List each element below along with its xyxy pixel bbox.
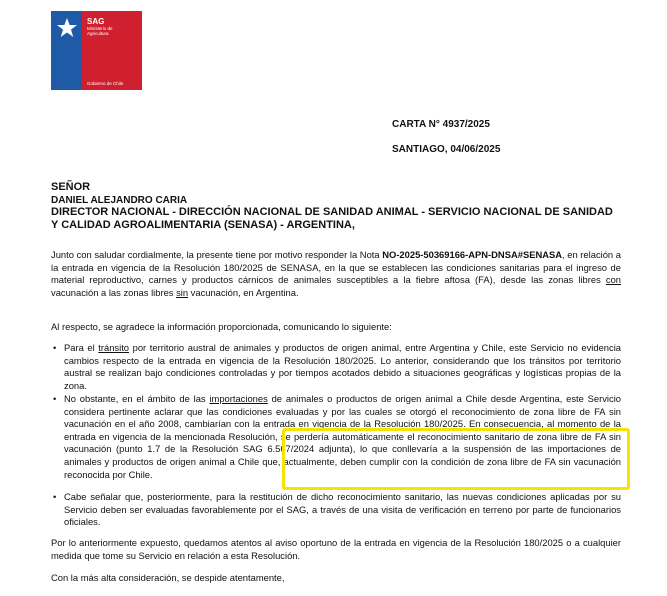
logo-subtitle-2: Agricultura [87,31,109,36]
logo-footer: Gobierno de Chile [87,81,124,86]
paragraph-conclusion: Por lo anteriormente expuesto, quedamos atentos al aviso oportuno de la entrada en vigencia de la Resolución 180/2025 o a cualquier medida que tome su Servicio en relación a esta Resolución. [51,537,621,561]
letter-number: CARTA N° 4937/2025 [392,119,490,130]
highlighted-text: En consecuencia, al momento de la entrada en vigencia de la mencionada Resolución, se perdería automáticamente el reconocimiento sanitario de zona libre de FA sin vacunación (punto 1.7 de la Resolución SAG 6.567/2024 adjunta), lo que conllevaría a la suspensión de las importaciones de animales y productos de origen animal a Chile que, actualmente, deben cumplir con la condición de zona libre de FA sin vacunación reconocida por Chile. [64,418,621,480]
paragraph-acknowledgement: Al respecto, se agradece la información proporcionada, comunicando lo siguiente: [51,321,392,332]
logo-subtitle-1: Ministerio de [87,26,113,31]
bullet-icon: • [53,491,57,502]
logo-name: SAG [87,17,105,26]
bullet-icon: • [53,393,57,404]
note-reference: NO-2025-50369166-APN-DNSA#SENASA [382,249,563,260]
salutation: SEÑOR [51,181,91,193]
addressee-position: DIRECTOR NACIONAL - DIRECCIÓN NACIONAL DE SANIDAD ANIMAL - SERVICIO NACIONAL DE SANIDAD Y CALIDAD AGROALIMENTARIA (SENASA) - ARGENTINA, [51,206,613,231]
paragraph-intro: Junto con saludar cordialmente, la presente tiene por motivo responder la Nota NO-2025-50369166-APN-DNSA#SENASA, en relación a la entrada en vigencia de la Resolución 180/2025 de SENASA, en la que se establecen las condiciones sanitarias para el ingreso de material reproductivo, carnes y productos cárnicos de animales susceptibles a la fiebre aftosa (FA), desde las zonas libres con vacunación a las zonas libres sin vacunación, en Argentina. [51,249,621,298]
place-date: SANTIAGO, 04/06/2025 [392,144,501,155]
addressee-name: DANIEL ALEJANDRO CARIA [51,195,188,206]
logo-blue-panel [51,11,82,90]
sag-logo [51,11,142,90]
paragraph-closing: Con la más alta consideración, se despide atentamente, [51,572,285,583]
list-item-restitution: • Cabe señalar que, posteriormente, para la restitución de dicho reconocimiento sanitario, las nuevas condiciones aplicadas por su Servicio deben ser evaluadas favorablemente por el SAG, a través de una visita de verificación en terreno por parte de funcionarios oficiales. [53,491,621,528]
star-icon [56,17,78,39]
list-item-imports: • No obstante, en el ámbito de las importaciones de animales o productos de origen animal a Chile desde Argentina, este Servicio considera pertinente aclarar que las condiciones evaluadas y por las cuales se otorgó el reconocimiento de zona libre de FA sin vacunación en el año 2008, cambiarían con la entrada en vigencia de la Resolución 180/2025. En consecuencia, al momento de la entrada en vigencia de la mencionada Resolución, se perdería automáticamente el reconocimiento sanitario de zona libre de FA sin vacunación (punto 1.7 de la Resolución SAG 6.567/2024 adjunta), lo que conllevaría a la suspensión de las importaciones de animales y productos de origen animal a Chile que, actualmente, deben cumplir con la condición de zona libre de FA sin vacunación reconocida por Chile. [53,393,621,480]
list-item-transit: • Para el tránsito por territorio austral de animales y productos de origen animal, entre Argentina y Chile, este Servicio no evidencia cambios respecto de la entrada en vigencia de la Resolución 180/2025. Lo anterior, considerando que los tránsitos por territorio austral se realizan bajo condiciones controladas y por tiempos acotados debido a situaciones geográficas y logísticas propias de la zona. [53,342,621,391]
bullet-icon: • [53,342,57,353]
